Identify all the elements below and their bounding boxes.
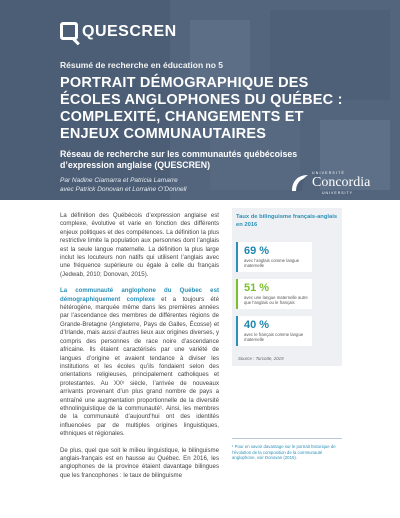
footnote	[232, 444, 342, 461]
concordia-bottom-text: UNIVERSITY	[322, 191, 354, 195]
stat-percent: 51 %	[244, 282, 270, 294]
page-title: PORTRAIT DÉMOGRAPHIQUE DES ÉCOLES ANGLOPHONES DU QUÉBEC : COMPLEXITÉ, CHANGEMENTS ET ENJEUX COMMUNAUTAIRES	[60, 75, 343, 142]
sidebar-source: Source : Turcotte, 2019	[238, 356, 284, 361]
paragraph-3: De plus, quel que soit le milieu linguistique, le bilinguisme anglais-français est en hausse au Québec. En 2016, les anglophones de la province étaient davantage bilingues que les francophones : le taux de bilinguisme	[60, 446, 219, 479]
report-series: Résumé de recherche en éducation no 5	[60, 60, 223, 70]
stat-description: avec une langue maternelle autre que l’anglais ou le français	[244, 295, 308, 306]
stat-description: avec le français comme langue maternelle	[244, 332, 304, 343]
paragraph-2-highlight: La communauté anglophone du Québec est démographiquement complexe	[60, 287, 219, 303]
stat-percent: 40 %	[244, 319, 270, 331]
authors	[60, 176, 186, 194]
concordia-emblem-icon	[290, 173, 310, 193]
paragraph-1: La définition des Québécois d’expression anglaise est complexe, évolutive et varie en fonction des différents enjeux politiques et des compétences. La définition la plus restrictive limite la population aux personnes dont l’anglais est la seule langue maternelle. La définition la plus large inclut les locuteurs non natifs qui utilisent l’anglais avec une fréquence supérieure ou égale à celle du français (Jedwab, 2010; Donovan, 2015).	[60, 212, 219, 278]
bilingualism-sidebar	[232, 206, 342, 366]
quescren-logo	[60, 22, 177, 46]
concordia-top-text: UNIVERSITÉ	[312, 171, 346, 175]
footnote-divider	[232, 438, 342, 439]
footnote-text: ¹ Pour en savoir davantage sur le portrait historique de l’évolution de la composition de la communauté anglophone, voir Donovan (2015).	[232, 444, 336, 461]
concordia-logo	[290, 171, 382, 197]
stat-other-mother-tongue	[236, 279, 312, 309]
sidebar-title: Taux de bilinguisme français-anglais en 2016	[236, 214, 338, 228]
concordia-name: Concordia	[312, 175, 371, 190]
main-body	[60, 212, 219, 488]
stat-french-mother-tongue	[236, 316, 312, 346]
authors-line-1: Par Nadine Ciamarra et Patricia Lamarre	[60, 177, 178, 184]
paragraph-2-rest: et a toujours été hétérogène, marquée même dans les premières années par l’ascendance des membres de différentes régions de Grande-Bretagne (Angleterre, Pays de Galles, Écosse) et d’Irlande, mais aussi d’autres lieux aux origines diverses, y compris des personnes de race noire d’ascendance africaine. Ils étaient caractérisés par une variété de langues d’origine et avaient tendance à diviser les institutions et les écoles qu’ils fondaient selon des orientations religieuses, principalement catholiques et protestantes. Au XXᵉ siècle, l’arrivée de nouveaux arrivants provenant d’un plus grand nombre de pays a entraîné une augmentation proportionnelle de la diversité ethnolinguistique de la communauté¹. Ainsi, les membres de la communauté d’aujourd’hui ont des identités influencées par de multiples origines linguistiques, ethniques et régionales.	[60, 295, 219, 438]
stat-description: avec l’anglais comme langue maternelle	[244, 258, 300, 269]
stat-percent: 69 %	[244, 245, 270, 257]
authors-line-2: avec Patrick Donovan et Lorraine O’Donnell	[60, 186, 187, 193]
page-subtitle: Réseau de recherche sur les communautés québécoises d’expression anglaise (QUESCREN)	[60, 149, 298, 170]
logo-text: QUESCREN	[82, 23, 177, 40]
stat-english-mother-tongue	[236, 242, 312, 272]
paragraph-2	[60, 287, 219, 438]
magnifier-icon	[60, 22, 78, 40]
header-banner	[0, 0, 400, 200]
